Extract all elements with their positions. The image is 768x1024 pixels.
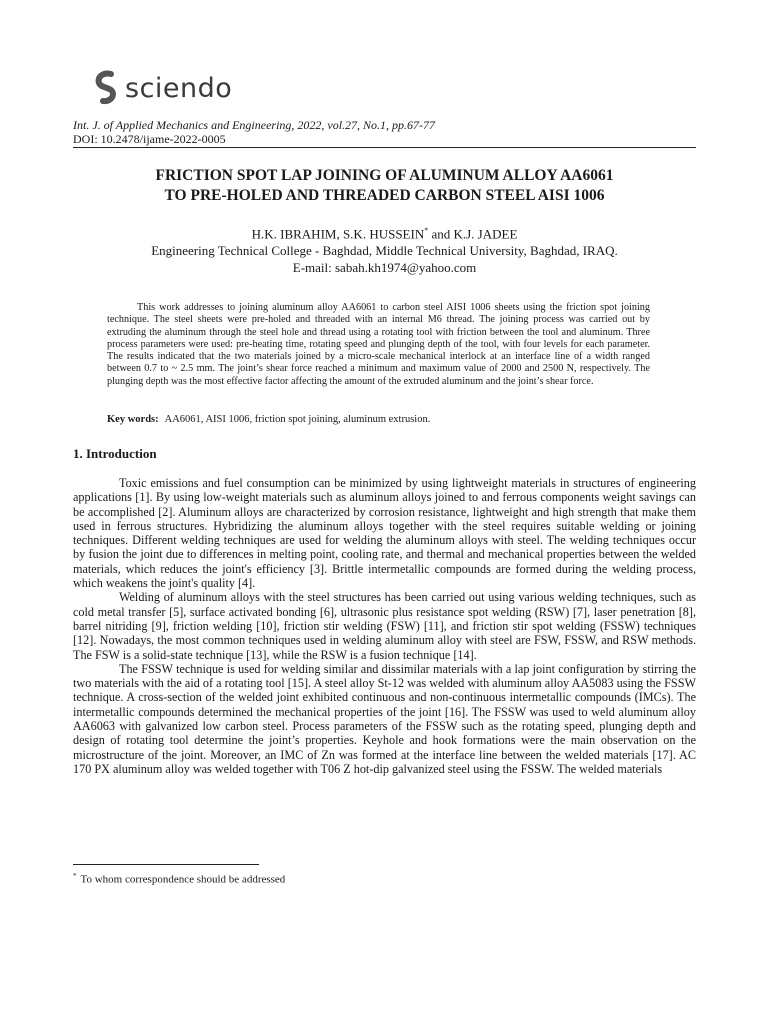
author-names	[73, 222, 696, 242]
author-names-b: and K.J. JADEE	[428, 226, 518, 242]
paragraph: Toxic emissions and fuel consumption can be minimized by using lightweight materials in structures of engineering applications [1]. By using low-weight materials such as aluminum alloys joined to and ferrous components weight savings can be accomplished [2]. Aluminum alloys are characterized by corrosion resistance, lightweight and high strength that make them used in ferrous structures. Hybridizing the aluminum alloys together with the steel requires suitable welding or joining techniques. Different welding techniques are used for welding the aluminum alloys with steel. The welding techniques occur by fusion the joint due to differences in melting point, cooling rate, and thermal and mechanical properties between the welded materials, which reduces the joint's efficiency [3]. Brittle intermetallic compounds are formed during the welding process, which weakens the joint's quality [4].	[73, 476, 696, 591]
abstract	[107, 302, 650, 388]
title-line-2: TO PRE-HOLED AND THREADED CARBON STEEL AISI 1006	[164, 187, 605, 204]
keywords-text: AA6061, AISI 1006, friction spot joining, aluminum extrusion.	[164, 414, 431, 425]
journal-citation: Int. J. of Applied Mechanics and Engineering, 2022, vol.27, No.1, pp.67-77	[73, 118, 436, 132]
footnote-rule	[73, 864, 259, 865]
author-email: E-mail: sabah.kh1974@yahoo.com	[292, 260, 477, 276]
affiliation: Engineering Technical College - Baghdad, Middle Technical University, Baghdad, IRAQ.	[151, 243, 618, 259]
footnote-text: To whom correspondence should be addressed	[80, 873, 286, 886]
publisher-logo	[93, 70, 232, 106]
doi: DOI: 10.2478/ijame-2022-0005	[73, 132, 226, 146]
abstract-text: This work addresses to joining aluminum alloy AA6061 to carbon steel AISI 1006 sheets using the friction spot joining technique. The steel sheets were pre-holed and threaded with an internal M6 thread. The joining process was carried out by extruding the aluminum through the steel hole and thread using a rotating tool with friction between the tool and aluminum. Three process parameters were used: pre-heating time, rotating speed and plunging depth of the tool, with four levels for each parameter. The results indicated that the two materials joined by a micro-scale mechanical interlock at an interface line of a width ranged between 0.7 to ~ 2.5 mm. The joint’s shear force reached a minimum and maximum value of 2000 and 2500 N, respectively. The plunging depth was the most effective factor affecting the amount of the extruded aluminum and the joint’s shear force.	[107, 302, 650, 387]
section-heading: 1. Introduction	[73, 446, 157, 461]
keywords-label: Key words:	[107, 414, 159, 425]
paragraph: The FSSW technique is used for welding similar and dissimilar materials with a lap joint configuration by stirring the two materials with the aid of a rotating tool [15]. A steel alloy St-12 was welded with aluminum alloy AA5083 using the FSSW technique. A cross-section of the welded joint exhibited continuous and non-continuous intermetallic compounds (IMCs). The intermetallic compounds determined the mechanical properties of the joint [16]. The FSSW was used to weld aluminum alloy AA6063 with galvanized low carbon steel. Process parameters of the FSSW such as the rotating speed, plunging depth and design of rotating tool determine the joint’s properties. Keyhole and hook formations were the main observation on the microstructure of the joint. Moreover, an IMC of Zn was formed at the interface line between the welded materials [17]. AC 170 PX aluminum alloy was welded together with T06 Z hot-dip galvanized steel using the FSSW. The welded materials	[73, 661, 696, 776]
paper-title	[73, 166, 696, 206]
footnote	[73, 872, 285, 886]
footnote-mark: *	[73, 872, 77, 880]
paragraph: Welding of aluminum alloys with the steel structures has been carried out using various welding techniques, such as cold metal transfer [5], surface activated bonding [6], ultrasonic plus resistance spot welding (RSW) [7], laser penetration [8], barrel nitriding [9], friction welding [10], friction stir welding (FSW) [11], and friction stir spot welding (FSSW) techniques [12]. Nowadays, the most common techniques used in welding aluminum alloy with steel are FSW, FSSW, and RSW methods. The FSW is a solid-state technique [13], while the RSW is a fusion technique [14].	[73, 590, 696, 662]
author-block	[73, 222, 696, 276]
title-line-1: FRICTION SPOT LAP JOINING OF ALUMINUM ALLOY AA6061	[155, 167, 614, 184]
logo-text: sciendo	[125, 72, 233, 104]
keywords	[107, 414, 430, 425]
author-names-a: H.K. IBRAHIM, S.K. HUSSEIN	[251, 226, 425, 242]
sciendo-logo-icon	[93, 70, 119, 106]
section-body	[73, 476, 696, 776]
corresponding-mark: *	[424, 226, 429, 235]
header-rule	[73, 147, 696, 148]
